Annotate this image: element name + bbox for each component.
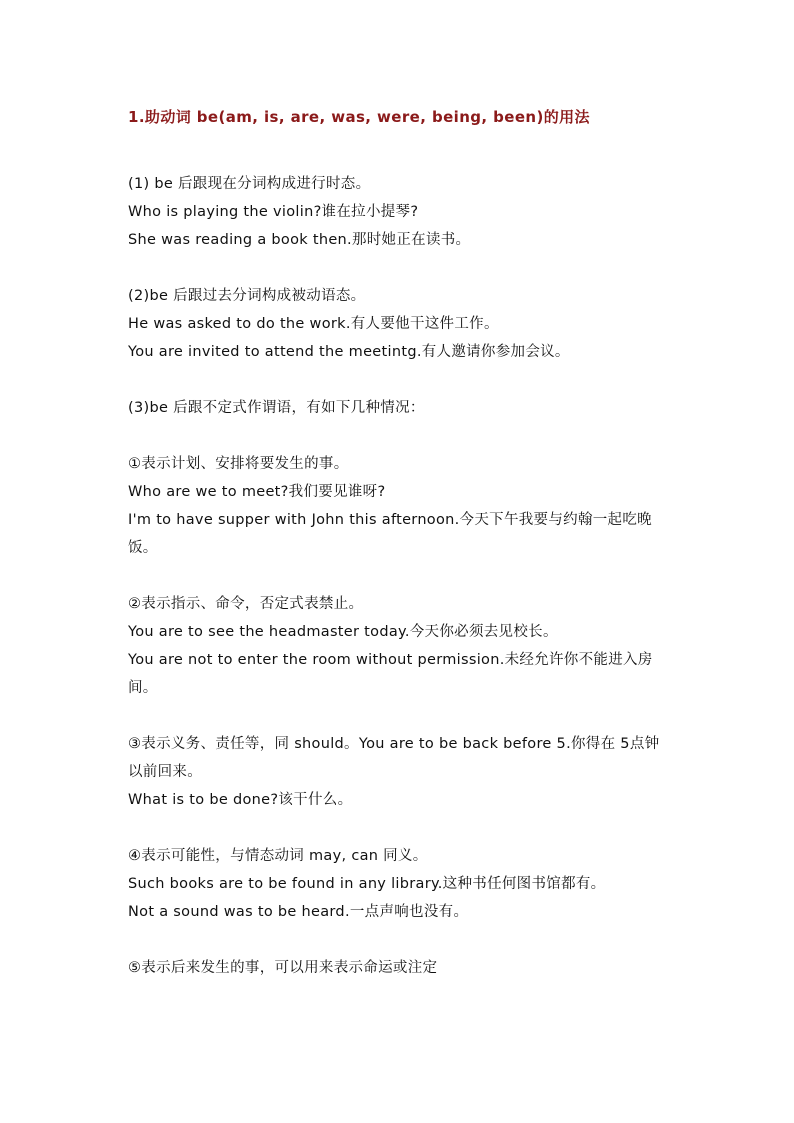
example-sentence: Who is playing the violin?谁在拉小提琴?: [128, 204, 419, 220]
example-sentence: You are invited to attend the meetintg.有人邀请你参加会议。: [128, 344, 570, 360]
case-5-destiny: [128, 954, 673, 982]
usage-1-progressive: [128, 170, 673, 254]
example-sentence: Such books are to be found in any library.这种书任何图书馆都有。: [128, 876, 606, 892]
example-sentence: Not a sound was to be heard.一点声响也没有。: [128, 904, 469, 920]
case-2-instruction: [128, 590, 673, 702]
rule-text: (1) be 后跟现在分词构成进行时态。: [128, 176, 371, 192]
rule-text: (2)be 后跟过去分词构成被动语态。: [128, 288, 366, 304]
rule-text: (3)be 后跟不定式作谓语，有如下几种情况：: [128, 400, 425, 416]
case-heading: ①表示计划、安排将要发生的事。: [128, 456, 349, 472]
case-4-possibility: [128, 842, 673, 926]
example-sentence: You are to see the headmaster today.今天你必须去见校长。: [128, 624, 558, 640]
usage-3-infinitive: [128, 394, 673, 422]
example-sentence: He was asked to do the work.有人要他干这件工作。: [128, 316, 499, 332]
usage-2-passive: [128, 282, 673, 366]
example-sentence: I'm to have supper with John this afternoon.今天下午我要与约翰一起吃晚饭。: [128, 512, 652, 556]
example-sentence: What is to be done?该干什么。: [128, 792, 353, 808]
document-body: [128, 170, 673, 1010]
case-heading: ②表示指示、命令，否定式表禁止。: [128, 596, 364, 612]
example-sentence: You are not to enter the room without permission.未经允许你不能进入房间。: [128, 652, 653, 696]
section-heading: 1.助动词 be(am, is, are, was, were, being, been)的用法: [128, 108, 590, 126]
case-1-plan: [128, 450, 673, 562]
case-heading: ③表示义务、责任等，同 should。You are to be back before 5.你得在 5点钟以前回来。: [128, 736, 660, 780]
case-3-obligation: [128, 730, 673, 814]
example-sentence: Who are we to meet?我们要见谁呀?: [128, 484, 386, 500]
case-heading: ⑤表示后来发生的事，可以用来表示命运或注定: [128, 960, 438, 976]
case-heading: ④表示可能性，与情态动词 may, can 同义。: [128, 848, 428, 864]
example-sentence: She was reading a book then.那时她正在读书。: [128, 232, 471, 248]
